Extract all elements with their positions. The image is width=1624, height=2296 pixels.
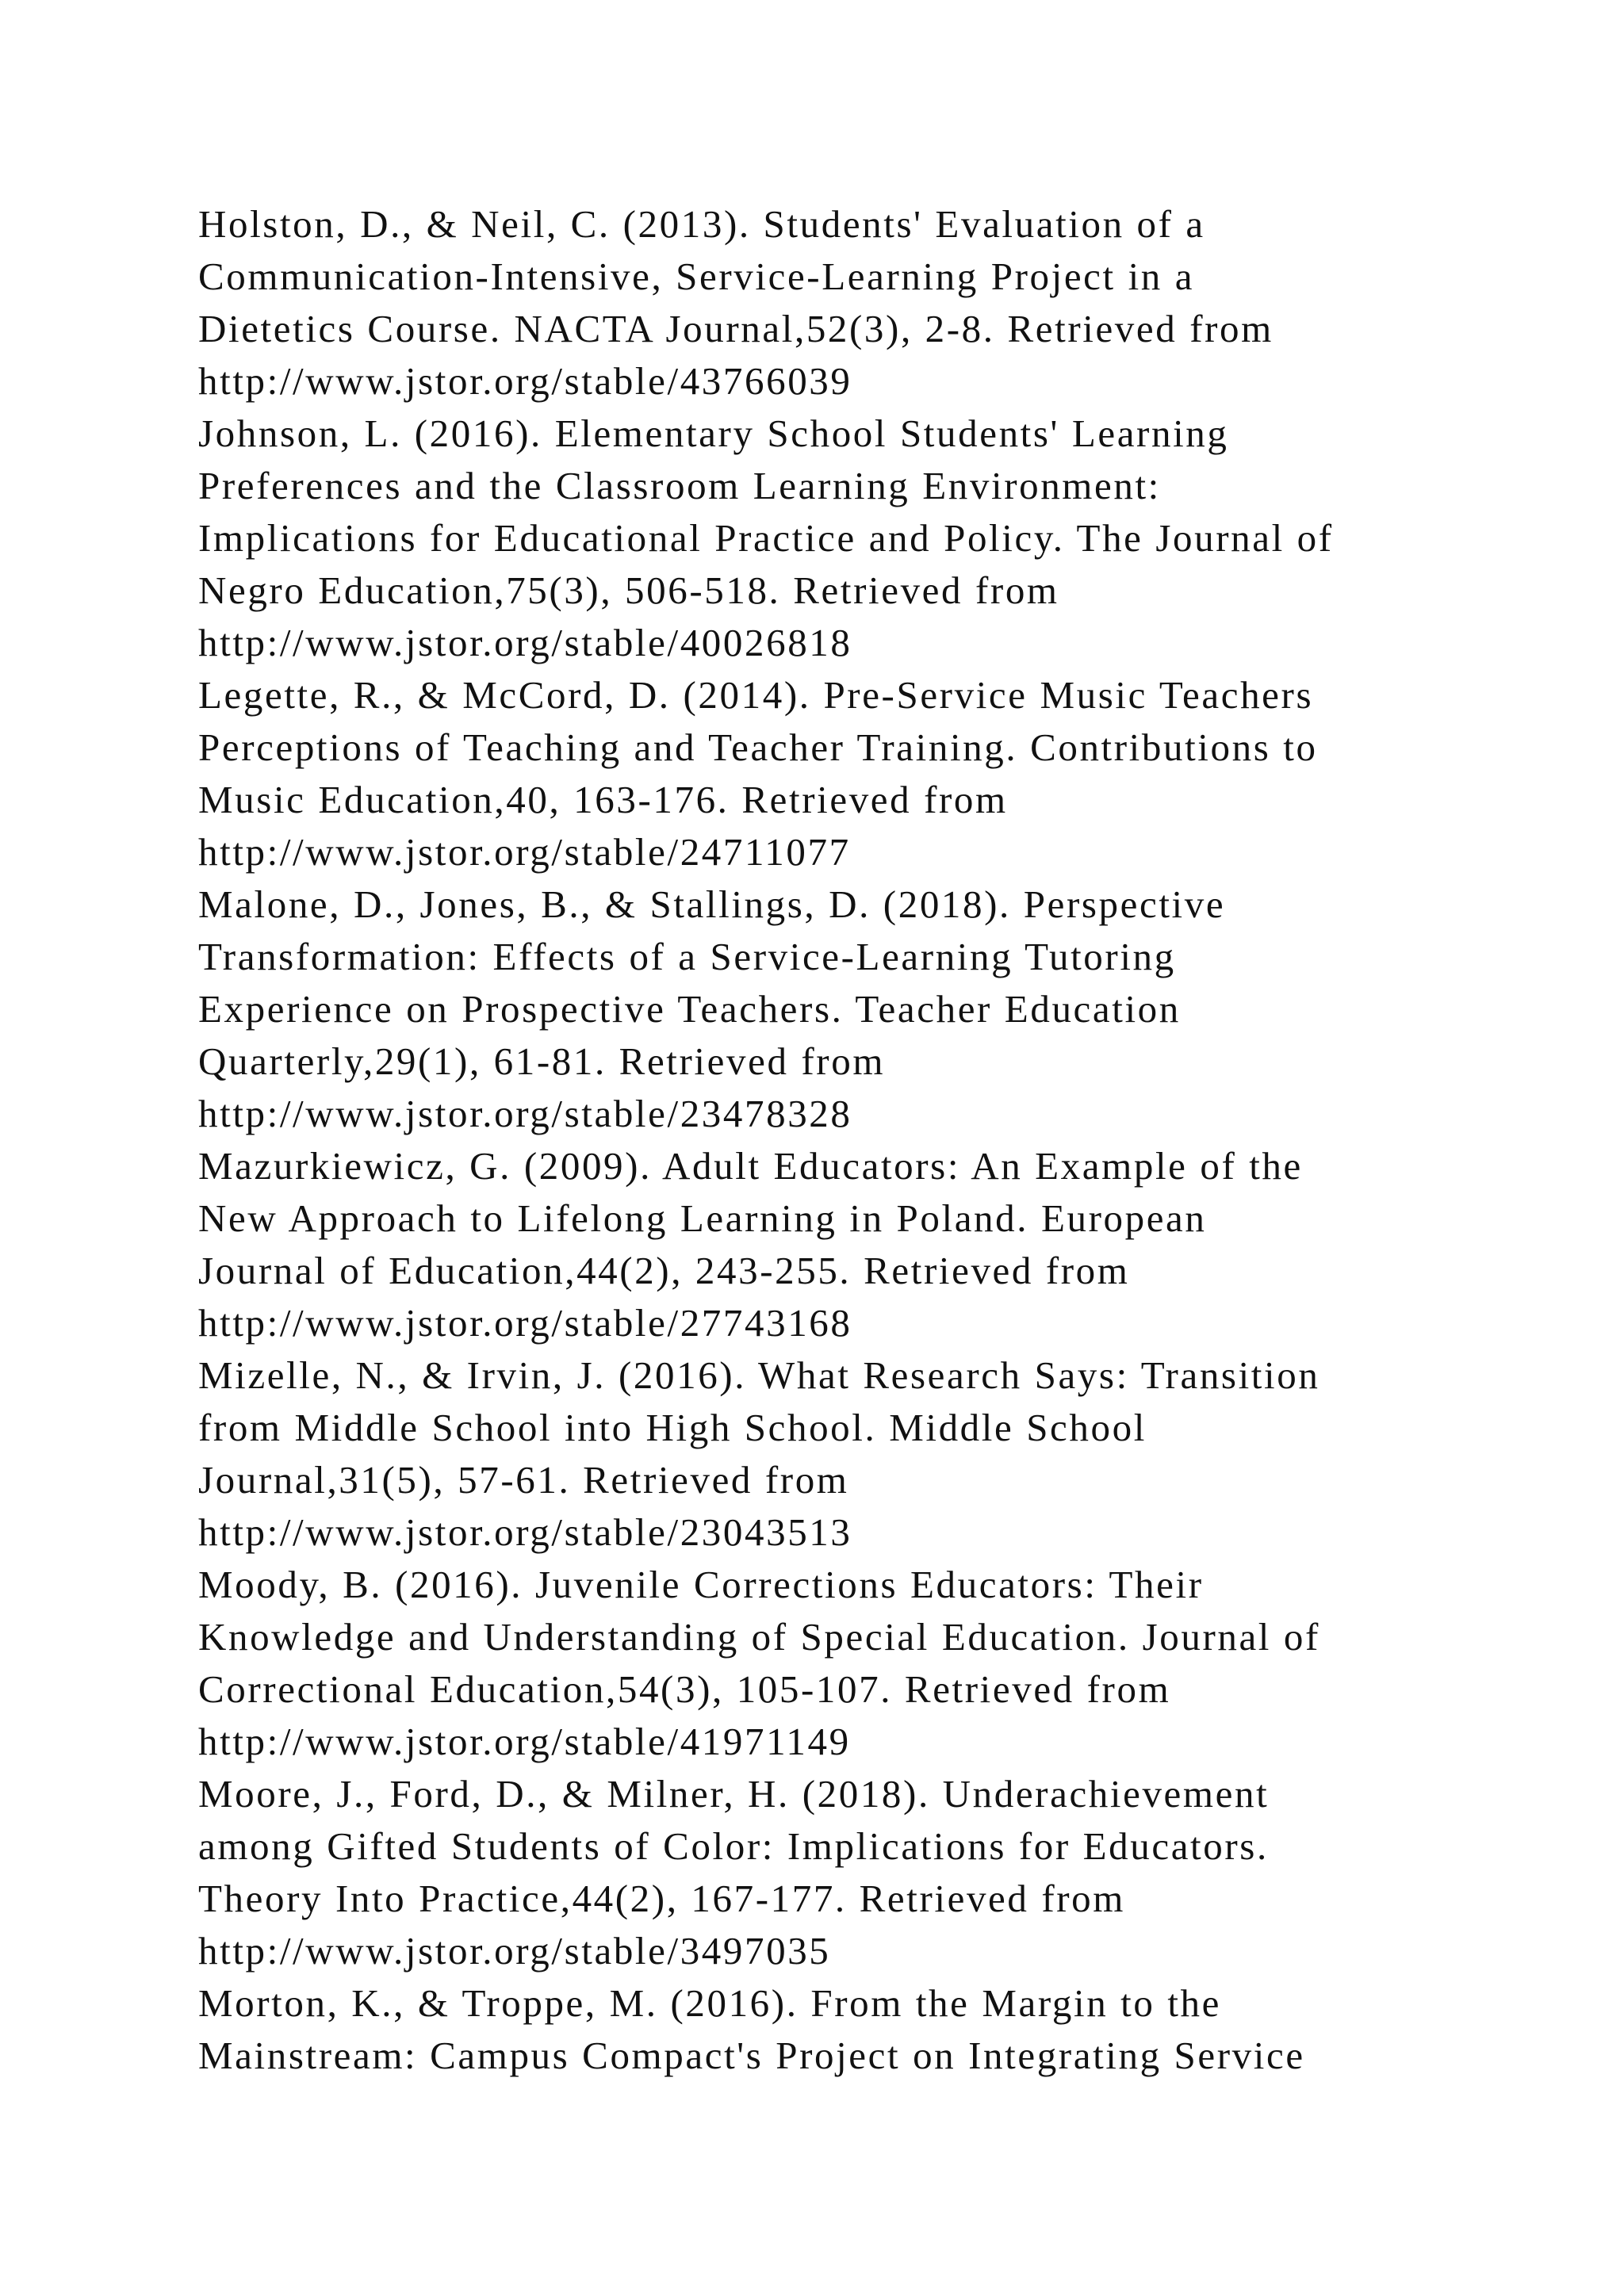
- reference-url: http://www.jstor.org/stable/23043513: [198, 1510, 852, 1554]
- reference-line: Journal of Education,44(2), 243-255. Retrieved from: [198, 1249, 1130, 1292]
- reference-url: http://www.jstor.org/stable/43766039: [198, 359, 852, 403]
- reference-line: New Approach to Lifelong Learning in Poland. European: [198, 1196, 1207, 1240]
- reference-url: http://www.jstor.org/stable/27743168: [198, 1301, 852, 1345]
- reference-line: Negro Education,75(3), 506-518. Retrieved from: [198, 568, 1059, 612]
- reference-url: http://www.jstor.org/stable/24711077: [198, 830, 851, 874]
- reference-url: http://www.jstor.org/stable/3497035: [198, 1929, 831, 1973]
- reference-line: Implications for Educational Practice and Policy. The Journal of: [198, 516, 1334, 560]
- reference-line: Quarterly,29(1), 61-81. Retrieved from: [198, 1039, 886, 1083]
- reference-line: Holston, D., & Neil, C. (2013). Students' Evaluation of a: [198, 202, 1205, 246]
- reference-line: Moody, B. (2016). Juvenile Corrections Educators: Their: [198, 1563, 1204, 1606]
- reference-line: Morton, K., & Troppe, M. (2016). From the Margin to the: [198, 1981, 1221, 2025]
- reference-line: Music Education,40, 163-176. Retrieved from: [198, 778, 1008, 821]
- reference-line: Correctional Education,54(3), 105-107. Retrieved from: [198, 1667, 1171, 1711]
- reference-line: Preferences and the Classroom Learning Environment:: [198, 464, 1161, 507]
- reference-url: http://www.jstor.org/stable/41971149: [198, 1720, 851, 1763]
- reference-line: Transformation: Effects of a Service-Learning Tutoring: [198, 935, 1176, 978]
- reference-url: http://www.jstor.org/stable/40026818: [198, 621, 852, 664]
- reference-line: Theory Into Practice,44(2), 167-177. Retrieved from: [198, 1877, 1125, 1920]
- reference-line: among Gifted Students of Color: Implications for Educators.: [198, 1824, 1269, 1868]
- reference-line: Knowledge and Understanding of Special Education. Journal of: [198, 1615, 1320, 1659]
- reference-line: Malone, D., Jones, B., & Stallings, D. (2018). Perspective: [198, 882, 1226, 926]
- reference-line: Dietetics Course. NACTA Journal,52(3), 2-8. Retrieved from: [198, 307, 1274, 350]
- reference-line: Legette, R., & McCord, D. (2014). Pre-Service Music Teachers: [198, 673, 1314, 717]
- reference-line: Mainstream: Campus Compact's Project on Integrating Service: [198, 2034, 1305, 2077]
- reference-url: http://www.jstor.org/stable/23478328: [198, 1092, 852, 1135]
- reference-line: Experience on Prospective Teachers. Teacher Education: [198, 987, 1181, 1031]
- reference-line: Johnson, L. (2016). Elementary School Students' Learning: [198, 411, 1229, 455]
- reference-line: Communication-Intensive, Service-Learning Project in a: [198, 254, 1195, 298]
- reference-line: Perceptions of Teaching and Teacher Training. Contributions to: [198, 725, 1318, 769]
- reference-line: Journal,31(5), 57-61. Retrieved from: [198, 1458, 849, 1502]
- reference-line: Mazurkiewicz, G. (2009). Adult Educators: An Example of the: [198, 1144, 1303, 1188]
- reference-list: [198, 198, 1562, 2082]
- reference-line: from Middle School into High School. Middle School: [198, 1406, 1147, 1449]
- reference-line: Mizelle, N., & Irvin, J. (2016). What Research Says: Transition: [198, 1353, 1320, 1397]
- reference-line: Moore, J., Ford, D., & Milner, H. (2018). Underachievement: [198, 1772, 1270, 1816]
